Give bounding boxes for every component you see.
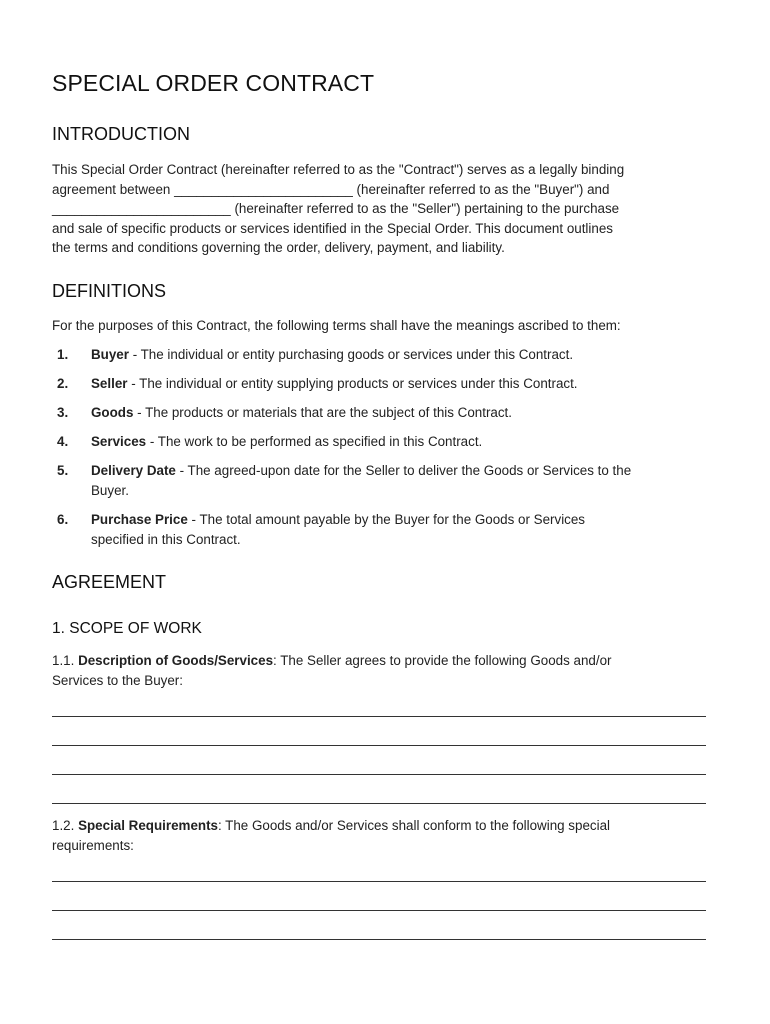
clause-term: Description of Goods/Services: [78, 653, 274, 668]
definitions-intro: [52, 316, 717, 336]
clause-1-1: [52, 651, 717, 690]
clause-text-continued: requirements:: [52, 837, 134, 853]
introduction-line: and sale of specific products or services identified in the Special Order. This document outlines: [52, 220, 613, 236]
goods-description-line-4[interactable]: [52, 803, 706, 804]
list-item-number: 5.: [57, 463, 69, 478]
introduction-heading: INTRODUCTION: [52, 124, 190, 144]
list-item-number: 2.: [57, 376, 69, 391]
list-item-number: 6.: [57, 512, 69, 527]
list-item-body: [91, 510, 721, 549]
clause-text-continued: Services to the Buyer:: [52, 672, 183, 688]
clause-1-2: [52, 816, 717, 855]
definition-text: - The individual or entity supplying products or services under this Contract.: [127, 376, 578, 391]
introduction-line: the terms and conditions governing the order, delivery, payment, and liability.: [52, 240, 505, 256]
goods-description-line-2[interactable]: [52, 745, 706, 746]
scope-of-work-heading: 1. SCOPE OF WORK: [52, 620, 202, 637]
list-item-body: [91, 374, 721, 394]
introduction-line: This Special Order Contract (hereinafter referred to as the "Contract") serves as a legally binding: [52, 162, 625, 177]
special-requirements-line-1[interactable]: [52, 881, 706, 882]
definition-term: Goods: [91, 405, 134, 420]
clause-text: : The Goods and/or Services shall conform to the following special: [217, 818, 610, 833]
introduction-paragraph: [52, 160, 717, 258]
list-item-number: 3.: [57, 405, 69, 420]
definition-text: - The individual or entity purchasing goods or services under this Contract.: [128, 347, 574, 362]
definition-term: Services: [91, 434, 147, 449]
agreement-heading: AGREEMENT: [52, 572, 167, 592]
clause-number: 1.1.: [52, 653, 79, 668]
clause-term: Special Requirements: [78, 818, 218, 833]
definition-term: Buyer: [91, 347, 129, 362]
special-requirements-line-3[interactable]: [52, 939, 706, 940]
goods-description-line-1[interactable]: [52, 716, 706, 717]
goods-description-line-3[interactable]: [52, 774, 706, 775]
definition-term: Purchase Price: [91, 512, 188, 527]
document-title: SPECIAL ORDER CONTRACT: [52, 70, 375, 96]
special-requirements-line-2[interactable]: [52, 910, 706, 911]
definition-term: Seller: [91, 376, 128, 391]
list-item-body: [91, 461, 721, 500]
definition-text: - The work to be performed as specified in this Contract.: [146, 434, 483, 449]
definition-text-continued: Buyer.: [91, 482, 129, 498]
list-item-number: 1.: [57, 347, 69, 362]
definitions-heading: DEFINITIONS: [52, 281, 167, 301]
definition-text: - The products or materials that are the subject of this Contract.: [133, 405, 512, 420]
definition-text: - The agreed-upon date for the Seller to deliver the Goods or Services to the: [175, 463, 632, 478]
list-item-number: 4.: [57, 434, 69, 449]
definitions-intro-text: For the purposes of this Contract, the following terms shall have the meanings ascribed to them:: [52, 318, 621, 333]
definition-text-continued: specified in this Contract.: [91, 531, 241, 547]
introduction-line: agreement between ________________________ (hereinafter referred to as the "Buyer") and: [52, 181, 610, 197]
clause-number: 1.2.: [52, 818, 79, 833]
introduction-line: ________________________ (hereinafter referred to as the "Seller") pertaining to the purchase: [52, 201, 620, 217]
definition-text: - The total amount payable by the Buyer for the Goods or Services: [187, 512, 586, 527]
list-item-body: [91, 432, 721, 452]
definition-term: Delivery Date: [91, 463, 176, 478]
list-item-body: [91, 403, 721, 423]
clause-text: : The Seller agrees to provide the following Goods and/or: [273, 653, 612, 668]
list-item-body: [91, 345, 721, 365]
